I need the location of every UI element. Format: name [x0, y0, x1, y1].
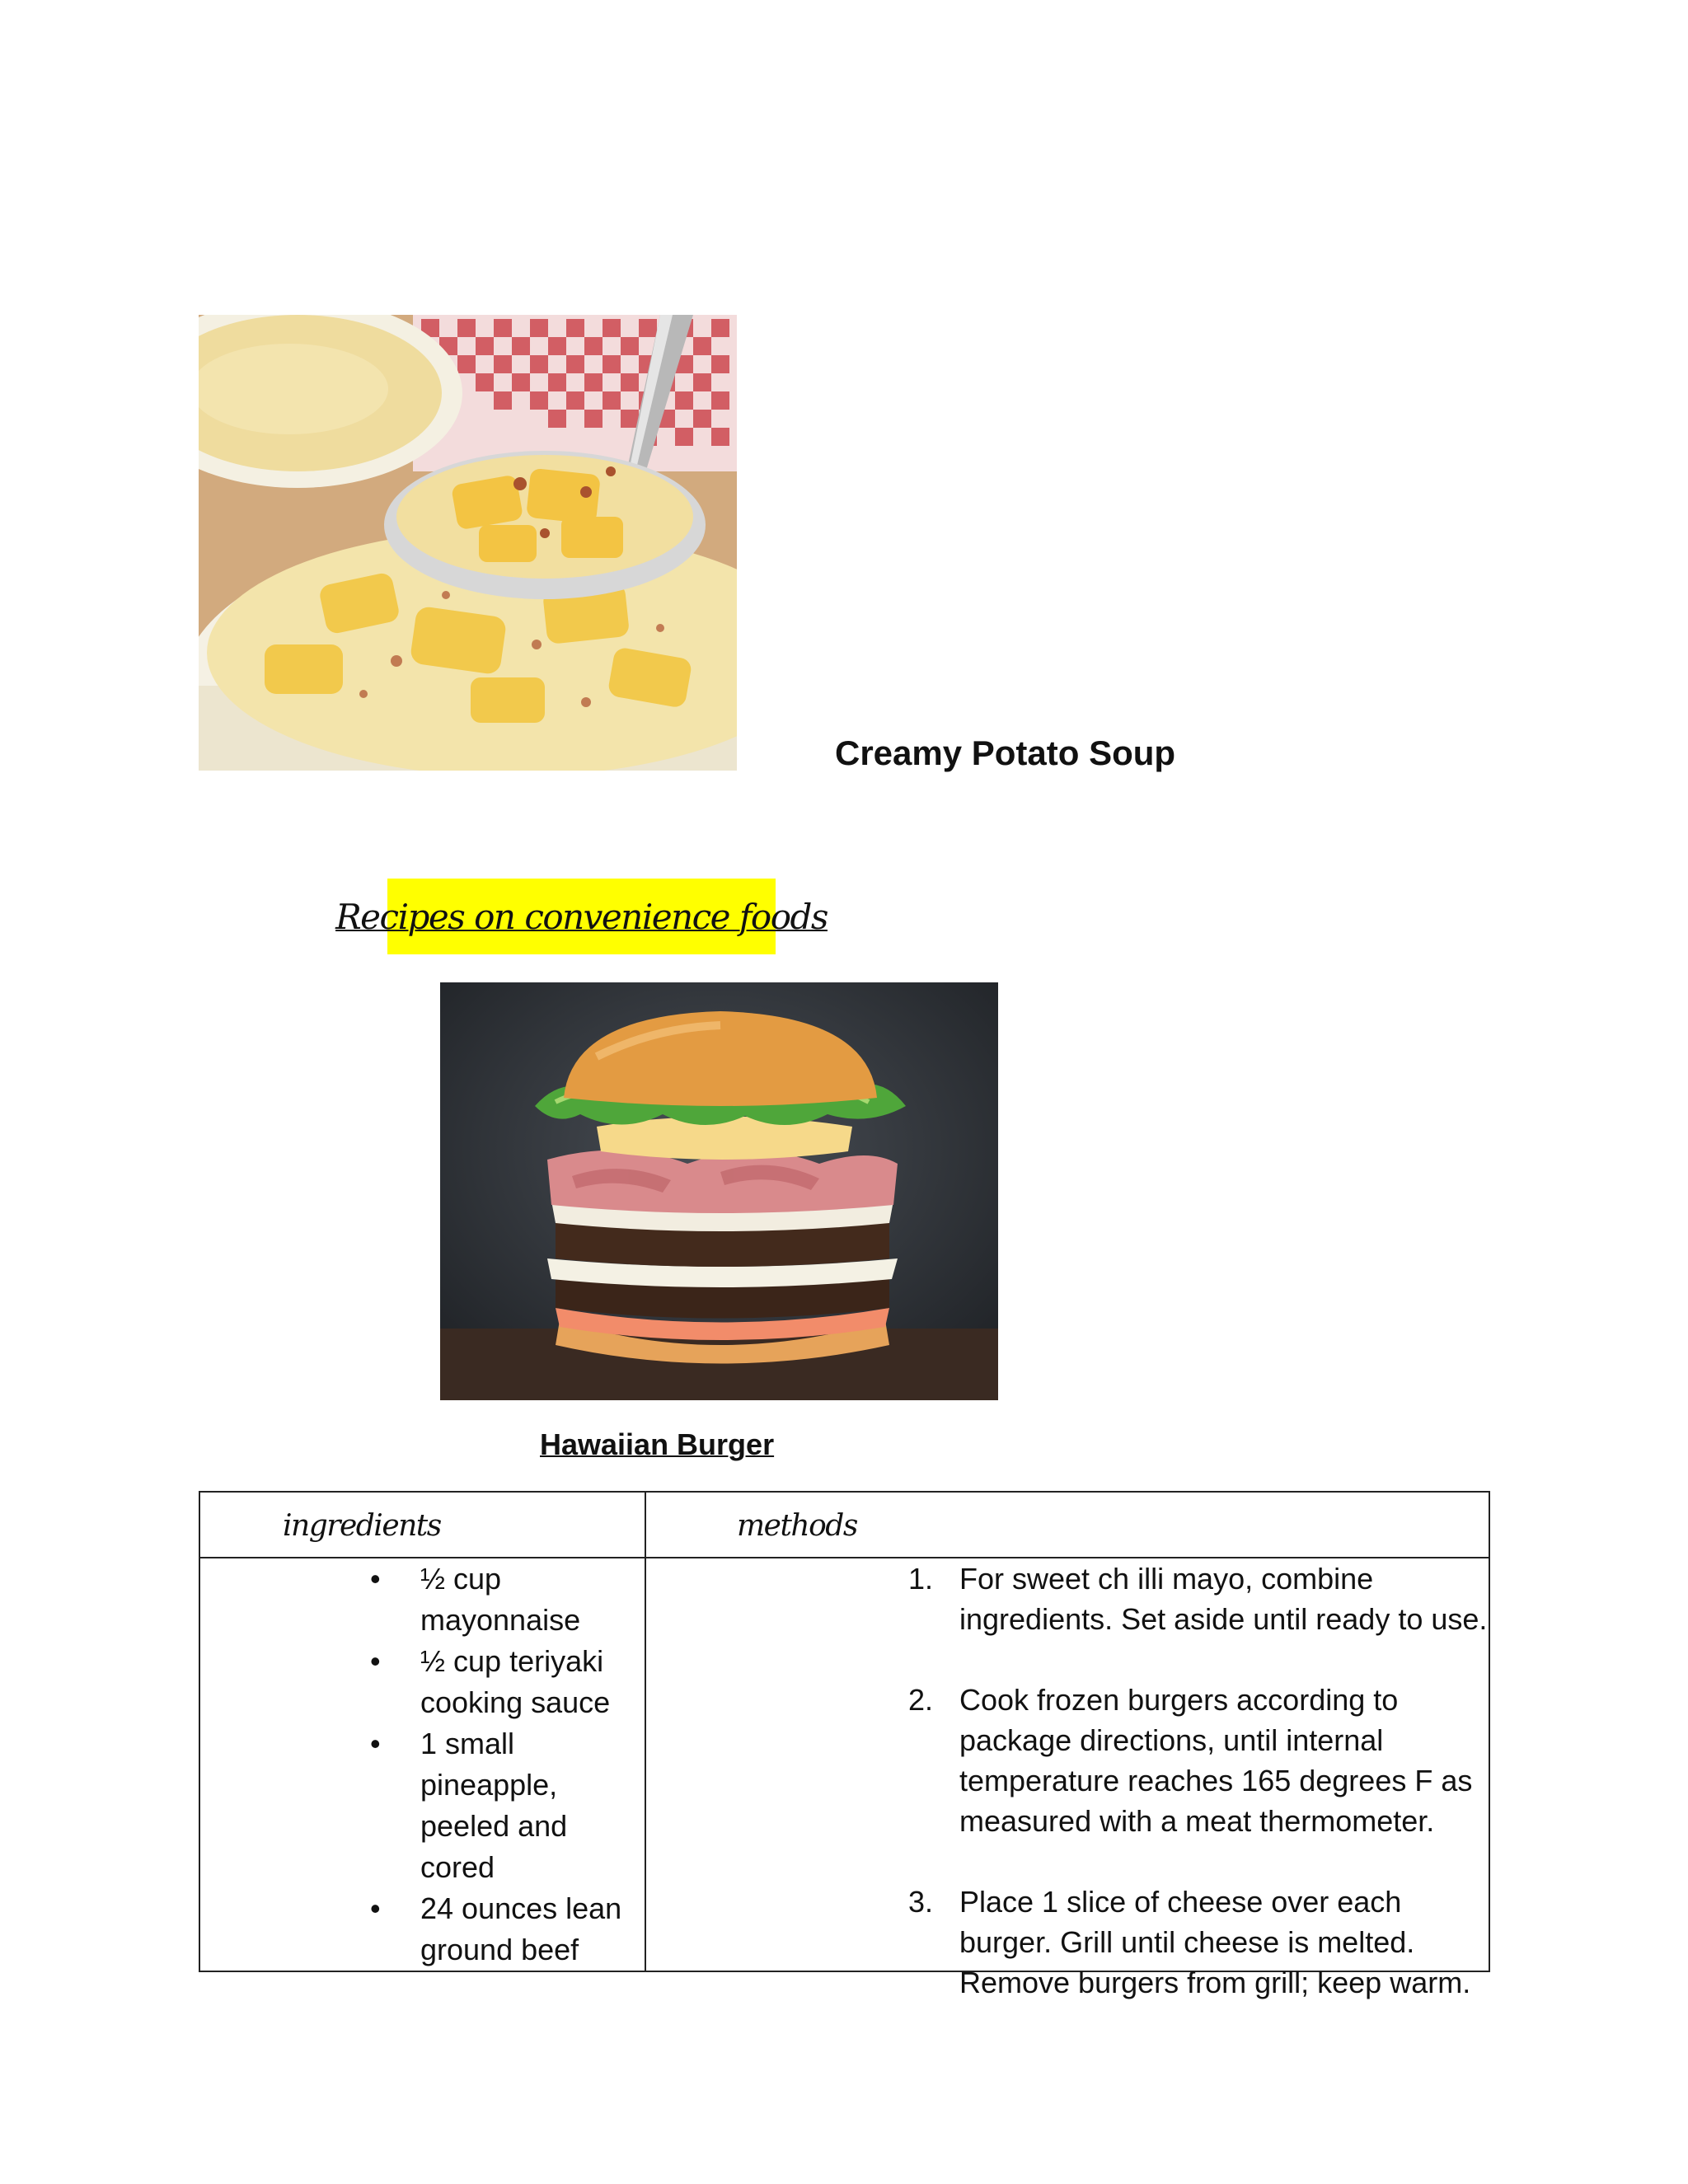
recipe-table: [199, 1491, 1490, 1999]
ingredient-item: [200, 1558, 645, 1641]
ingredient-text: 24 ounces lean ground beef: [420, 1891, 622, 1966]
method-step-number: 3.: [908, 1885, 934, 1919]
method-step-number: 1.: [908, 1562, 934, 1596]
bullet-icon: •: [370, 1891, 381, 1925]
methods-header: methods: [737, 1509, 857, 1543]
method-step-text: Place 1 slice of cheese over each burger. Grill until cheese is melted. Remove burgers from grill; keep warm.: [959, 1885, 1471, 1999]
soup-title: Creamy Potato Soup: [835, 733, 1176, 772]
method-step: [646, 1680, 1489, 1841]
method-step: [646, 1558, 1489, 1639]
method-step-number: 2.: [908, 1683, 934, 1717]
section-heading-text: Recipes on convenience foods: [335, 896, 828, 937]
burger-title: Hawaiian Burger: [540, 1427, 775, 1461]
soup-photo: [199, 315, 737, 771]
soup-image: [199, 315, 737, 771]
method-step-text: For sweet ch illi mayo, combine ingredients. Set aside until ready to use.: [959, 1562, 1488, 1636]
burger-image: [440, 982, 998, 1400]
ingredient-text: ½ cup mayonnaise: [420, 1562, 581, 1637]
ingredient-item: [200, 1641, 645, 1723]
bullet-icon: •: [370, 1562, 381, 1596]
ingredients-list: [200, 1558, 645, 1971]
section-heading: [335, 879, 828, 954]
ingredient-item: [200, 1888, 645, 1971]
method-step: [646, 1882, 1489, 2003]
bullet-icon: •: [370, 1727, 381, 1760]
ingredient-text: 1 small pineapple, peeled and cored: [420, 1727, 568, 1884]
ingredient-item: [200, 1723, 645, 1888]
methods-list: [646, 1558, 1489, 2043]
ingredient-text: ½ cup teriyaki cooking sauce: [420, 1644, 611, 1719]
bullet-icon: •: [370, 1644, 381, 1678]
ingredients-header: ingredients: [283, 1509, 441, 1543]
method-step-text: Cook frozen burgers according to package directions, until internal temperature reaches 165 degrees F as measured with a meat thermometer.: [959, 1683, 1473, 1838]
burger-photo: [440, 982, 998, 1400]
